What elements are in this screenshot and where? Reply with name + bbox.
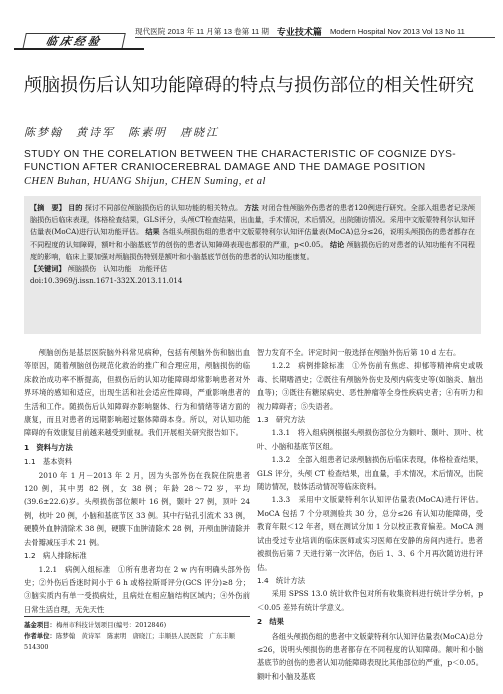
journal-cn: 现代医院 2013 年 11 月第 13 卷第 11 期 <box>135 27 269 36</box>
abstract-result-label: 结果 <box>145 227 160 237</box>
body-column-right <box>257 346 483 683</box>
footnote <box>24 616 250 653</box>
body-column-left <box>24 346 250 616</box>
article-authors: 陈梦翰 黄诗军 陈素明 唐晓江 <box>24 126 219 139</box>
paragraph-1-2-1: 1.2.1 病例入组标准 ①所有患者均在 2 w 内有明确头部外伤史；②外伤后昏迷时间小于 6 h 或格拉斯哥评分(GCS 评分)≥8 分；③脑实质内有单一受损病灶，且病灶在相应脑结构区域内；④外伤前日常生活自理，无先天性 <box>24 564 250 614</box>
paragraph-1-3-1: 1.3.1 将入组病例根据头颅损伤部位分为额叶、颞叶、顶叶、枕叶、小脑和基底节区组。 <box>257 428 483 451</box>
page-header <box>0 0 503 50</box>
paragraph-1-1: 2010 年 1 月－2013 年 2 月，因为头部外伤在我院住院患者 120 例，其中男 82 例，女 38 例；年龄 28～72 岁，平均(39.6±22.6)岁。头颅损伤部位额叶 16 例，颞叶 27 例，顶叶 24 例，枕叶 20 例，小脑和基底节区 33 例。其中行钻孔引流术 33 例，硬膜外血肿清除术 38 例，硬膜下血肿清除术 28 例，开颅血肿清除并去骨瓣减压手术 21 例。 <box>24 470 250 547</box>
section-heading-1-1: 1.1 基本资料 <box>24 457 73 467</box>
paragraph-1-4: 采用 SPSS 13.0 统计软件包对所有收集资料进行统计学分析，p＜0.05 差异有统计学意义。 <box>257 589 483 612</box>
section-tag: 临床经验 <box>22 33 126 50</box>
abstract-goal: 探讨不同部位颅脑损伤后的认知功能的相关特点。 <box>84 203 243 212</box>
fund-text: 梅州市科技计划项目(编号：2012846) <box>55 621 167 629</box>
section-heading-2: 2 结果 <box>257 617 284 627</box>
abstract-box <box>24 196 481 334</box>
abstract-label: 【摘 要】 <box>30 203 66 212</box>
paragraph-2: 各组头颅损伤组的患者中文版蒙特利尔认知评估量表(MoCA)总分≤26，说明头颅损伤的患者都存在不同程度的认知障碍。额叶和小脑基底节的创伤的患者认知功能障碍表现比其他部位的严重，p＜0.05。额叶和小脑及基底 <box>257 631 483 681</box>
article-title: 颅脑损伤后认知功能障碍的特点与损伤部位的相关性研究 <box>24 75 474 96</box>
abstract-result: 各组头颅损伤组的患者中文版蒙特利尔认知评估量表(MoCA)总分≤26，说明头颅损伤的患者都存在不同程度的认知障碍，额叶和小脑基底节的创伤的患者认知障碍表现也都很的严重，p<0.05。 <box>30 227 475 249</box>
section-heading-1-2: 1.2 病人排除标准 <box>24 551 87 561</box>
section-tag-underline <box>14 48 144 50</box>
journal-en: Modern Hospital Nov 2013 Vol 13 No 11 <box>329 27 465 36</box>
abstract-goal-label: 目的 <box>68 203 83 212</box>
abstract-conclusion: 颅脑损伤后的对患者的认知功能有不同程度的影响，临床上要加强对颅脑损伤特别是额叶和小脑基底节创伤的患者的认知功能康复。 <box>30 239 476 261</box>
abstract-method: 对闭合性颅脑外伤患者的患者120例进行研究。全部入组患者记录颅脑损伤后临床表现，体格检查结果，GLS评分，头颅CT检查结果，出血量，手术情况，术后情况，出院随访情况。采用中文版蒙特利尔认知评估量表(MoCA)进行认知功能评估。 <box>30 203 476 237</box>
section-heading-1: 1 资料与方法 <box>24 442 73 452</box>
author-unit-label: 作者单位： <box>24 632 56 640</box>
paragraph-continued: 智力发育不全。评定时间一般选择在颅脑外伤后第 10 d 左右。 <box>257 348 461 357</box>
doi: doi:10.3969/j.issn.1671-332X.2013.11.014 <box>30 276 183 286</box>
paragraph-1-3-2: 1.3.2 全部入组患者记录颅脑损伤后临床表现，体格检查结果，GLS 评分，头颅 CT 检查结果，出血量，手术情况，术后情况，出院随访情况，肢体活动情况等临床资料。 <box>257 455 483 492</box>
author-unit-text: 陈梦翰 黄诗军 陈素明 唐晓江；丰顺县人民医院 广东丰顺 514300 <box>24 632 242 651</box>
section-heading-1-3: 1.3 研究方法 <box>257 415 306 425</box>
fund-label: 基金项目： <box>24 621 56 629</box>
brand-label: 专业技术篇 <box>276 27 322 37</box>
keywords: 颅脑损伤 认知功能 功能评估 <box>67 264 168 274</box>
intro-paragraph: 颅脑创伤是基层医院脑外科常见病种，包括有颅脑外伤和脑出血等原因，随着颅脑创伤规范化救治的推广和合理应用，颅脑损伤的临床救治成功率不断提高，但损伤后的认知功能障碍却常影响患者对外界环境的感知和适应，出现生活和社会适应性障碍，严重影响患者的生活和工作。随损伤后认知障碍亦影响躯体、行为和情绪等诸方面的康复，而且对患者的远期影响超过躯体障碍本身。所以，对认知功能障碍的有效康复目前越来越受到重视。我们开展相关研究报告如下。 <box>24 348 250 438</box>
article-authors-en: CHEN Buhan, HUANG Shijun, CHEN Suming, et al <box>24 176 266 187</box>
abstract-conclusion-label: 结论 <box>329 239 345 249</box>
paragraph-1-3-3: 1.3.3 采用中文版蒙特利尔认知评估量表(MoCA)进行评估。MoCA 包括 7 个分项测验共 30 分，总分≤26 有认知功能障碍，受教育年限＜12 年者，则在测试分加 1 分以校正教育偏差。MoCA 测试由受过专业培训的临床医师或实习医师在安静的房间内进行。患者被损伤后第 7 天进行第一次评估，伤后 1、3、6 个月再次随访进行评估。 <box>257 495 483 572</box>
section-heading-1-4: 1.4 统计方法 <box>257 575 306 585</box>
paragraph-1-2-2: 1.2.2 病例排除标准 ①外伤前有焦虑、抑郁等精神病史或吸毒、长期嗜酒史；②既往有颅脑外伤史及颅内病变史等(如脑炎、脑出血等)；③既往有糖尿病史、恶性肿瘤等全身性疾病史者；④有听力和视力障碍者；⑤失语者。 <box>257 361 483 411</box>
header-rule <box>135 37 495 38</box>
abstract-method-label: 方法 <box>244 203 259 212</box>
article-title-en: STUDY ON THE CORELATION BETWEEN THE CHARACTERISTIC OF COGNIZE DYS-FUNCTION AFTER CRANIOCEREBRAL DAMAGE AND THE DAMAGE POSITION <box>24 149 457 173</box>
keywords-label: 【关键词】 <box>30 264 66 274</box>
